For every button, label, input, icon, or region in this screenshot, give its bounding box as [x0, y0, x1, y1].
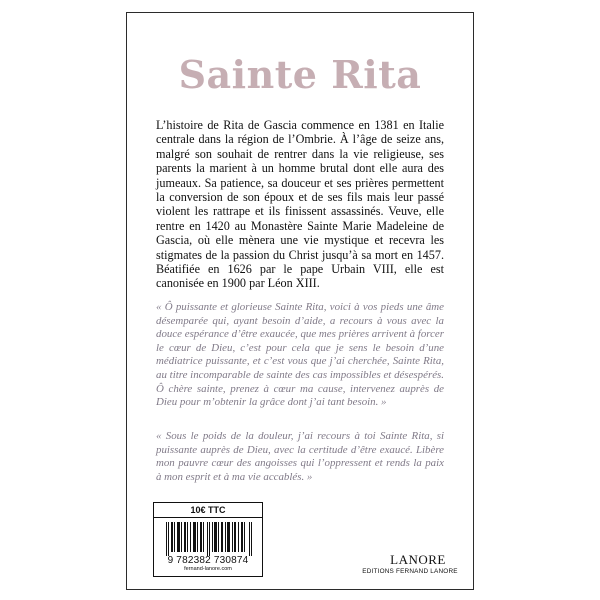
price-barcode-box	[153, 502, 263, 577]
isbn-digits: 9 782382 730874	[167, 555, 249, 566]
barcode-icon	[166, 522, 252, 556]
prayer-quote-1: « Ô puissante et glorieuse Sainte Rita, voici à vos pieds une âme désemparée qui, ayant besoin d’aide, a recours à vous avec la douce espérance d’être exaucée, que mes prières arrivent à forcer le cœur de Dieu, c’est pour cela que je sens le besoin d’une médiatrice puissante, et c’est vous que j’ai cherchée, Sainte Rita, au titre incomparable de sainte des cas impossibles et désespérés. Ô chère sainte, prenez à cœur ma cause, intervenez auprès de Dieu pour m’obtenir la grâce dont j’ai tant besoin. »	[156, 301, 444, 409]
book-title: Sainte Rita	[178, 52, 422, 97]
book-back-cover	[126, 12, 474, 590]
prayer-quote-2: « Sous le poids de la douleur, j’ai recours à toi Sainte Rita, si puissante auprès de Dieu, avec la certitude d’être exaucé. Libère mon pauvre cœur des angoisses qui l’oppressent et rends la paix à mon esprit et à ma vie accablés. »	[156, 430, 444, 483]
synopsis-paragraph: L’histoire de Rita de Gascia commence en 1381 en Italie centrale dans la région de l’Ombrie. À l’âge de seize ans, malgré son souhait de rentrer dans la vie religieuse, ses parents la marient à un homme brutal dont elle aura des jumeaux. Sa patience, sa douceur et ses prières permettent la conversion de son époux et de ses fils mais leur passé violent les rattrape et ils finissent assassinés. Veuve, elle rentre en 1420 au Monastère Sainte Marie Madeleine de Gascia, où elle mènera une vie mystique et recevra les stigmates de la passion du Christ jusqu’à sa mort en 1457. Béatifiée en 1626 par le pape Urbain VIII, elle est canonisée en 1900 par Léon XIII.	[156, 118, 444, 291]
publisher-name: EDITIONS FERNAND LANORE	[362, 568, 458, 575]
publisher-website: fernand-lanore.com	[184, 566, 232, 572]
publisher-logo: LANORE	[390, 552, 446, 567]
price-label: 10€ TTC	[154, 503, 262, 518]
